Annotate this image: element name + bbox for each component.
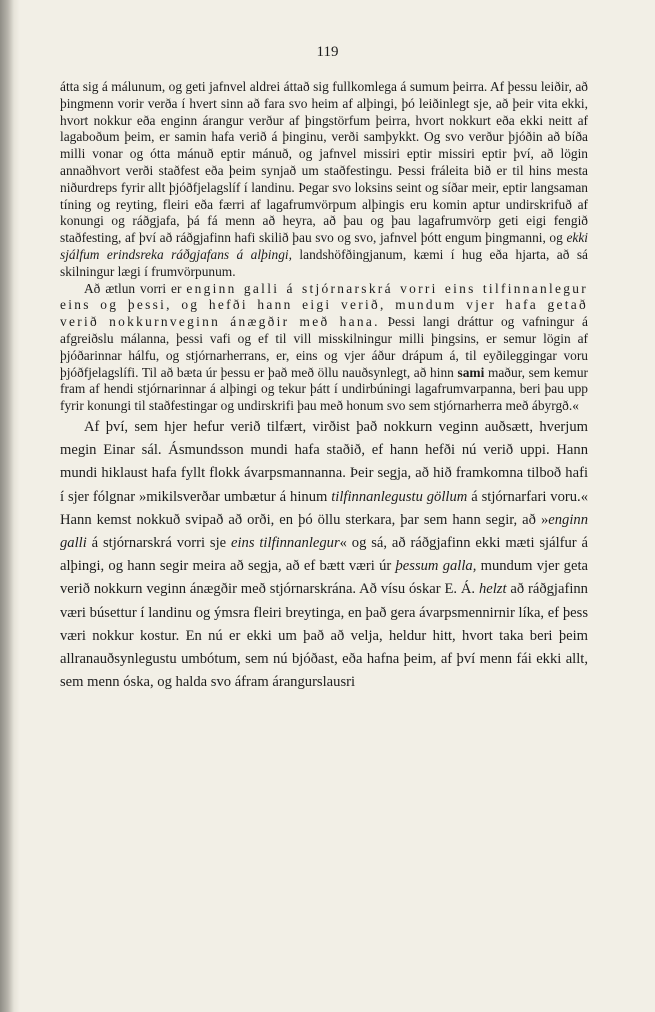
quote-p1-ending: landshöfðingjanum, kæmi í hug eða hjarta, að sá skilningur lægi í frumvörpunum.: [60, 246, 588, 279]
quote-paragraph-1: [60, 79, 588, 281]
page-body: [60, 79, 588, 694]
main-text-6: að ráðgjafinn væri búsettur í landinu og ýmsra fleiri breytinga, en það gera ávarpsmennirnir líka, ef þess væri nokkur kostur. En nú er ekki um það að velja, heldur hitt, hvort taka beri þeim allranauðsynlegustu umbótum, sem nú bjóðast, eða hafna þeim, af því menn fái ekki allt, sem menn óska, og halda svo áfram árangurslausri: [60, 581, 588, 691]
quote-p2-bold-word: sami: [457, 364, 485, 380]
quote-p2-spaced-emphasis: enginn galli á stjórnarskrá vorri eins tilfinnanlegur eins og þessi, og hefði hann eigi verið, mundum vjer hafa getað verið nokkurnveginn ánægðir með hana.: [60, 280, 588, 330]
quote-p2-text: Þessi langi dráttur og vafningur á afgreiðslu málanna, þessi vafi og ef til vill misskilningur milli þingsins, er semur lögin af þjóðarinnar hálfu, og stjórnarherrans, er, eins og vjer áður drápum á, til eyðileggingar voru þjóðfjelagslífi. Til að bæta úr þessu er það með öllu nauðsynlegt, að hinn: [60, 314, 588, 380]
main-italic-1: tilfinnanlegustu göllum: [331, 488, 468, 505]
main-italic-5: helzt: [478, 581, 507, 598]
main-text-5: mundum vjer geta verið nokkurn veginn ánægðir með stjórnarskrána. Að vísu óskar E. Á.: [60, 558, 588, 598]
quote-p1-text: átta sig á málunum, og geti jafnvel aldrei áttað sig fullkomlega á sumum þeirra. Af þessu leiðir, að þingmenn vorir verða í hvert sinn að fara svo heim af alþingi, þó leiðinlegt sje, að þeir vita ekki, hvort nokkur eða enginn árangur verður af þingstörfum þeirra, hvort nokkurt eða ekki neitt af lagaboðum þeim, er samin hafa verið á þinginu, verði samþykkt. Og svo verður þjóðin að bíða milli vonar og ótta mánuð eptir mánuð, og jafnvel missiri eptir missiri eptir því, að lögin annaðhvort verði staðfest eða þeim synjað um staðfestingu. Þessi fráleita bið er til hins mesta niðurdreps fyrir allt þjóðfjelagslíf í landinu. Þegar svo loksins seint og síðar meir, eptir langsaman tíning og reyting, fleiri eða færri af lagafrumvörpum alþingis eru komin aptur undirskrifuð af konungi og ráðgjafa, þá fá menn að heyra, að þau og þau lagafrumvörp geti eigi fengið staðfesting, af því að ráðgjafinn hafi skilið þau svo og svo, jafnvel þótt engum þingmanni, og: [60, 79, 588, 246]
quote-p2-opening: Að ætlun vorri er: [84, 280, 182, 296]
main-italic-4: þessum galla,: [395, 558, 477, 575]
main-italic-3: eins tilfinnanlegur: [231, 534, 340, 551]
main-paragraph: [60, 416, 588, 694]
main-text-4: « og sá, að ráðgjafinn ekki mæti sjálfur á alþingi, og hann segir meira að segja, að ef bætt væri úr: [60, 534, 588, 575]
quoted-passage: [60, 79, 588, 415]
page-number: 119: [316, 44, 339, 60]
page-binding-shadow: [0, 0, 20, 1012]
quote-paragraph-2: [60, 281, 588, 415]
quote-p1-emphasis: ekki sjálfum erindsreka ráðgjafans á alþingi,: [60, 230, 588, 262]
main-text-3: á stjórnarskrá vorri sje: [91, 534, 227, 551]
main-italic-2: enginn galli: [60, 511, 588, 551]
quote-p2-ending: maður, sem kemur fram af hendi stjórnarinnar á alþingi og tekur þátt í undirbúningi lagafrumvarpanna, beri þau upp fyrir konungi til staðfestingar og undirskrifi þau með honum svo sem stjórnarherra með ábyrgð.«: [60, 364, 589, 414]
main-text-1: Af því, sem hjer hefur verið tilfært, virðist það nokkurn veginn auðsætt, hverjum megin Einar sál. Ásmundsson mundi hafa staðið, ef hann hefði nú verið uppi. Hann mundi hiklaust hafa fyllt flokk ávarpsmannanna. Þeir segja, að hið framkomna tilboð hafi í sjer fólgnar »mikilsverðar umbætur á hinum: [60, 418, 588, 505]
main-text-2: á stjórnarfari voru.« Hann kemst nokkuð svipað að orði, en þó öllu sterkara, þar sem hann segir, að »: [60, 488, 589, 528]
main-passage: [60, 416, 588, 694]
